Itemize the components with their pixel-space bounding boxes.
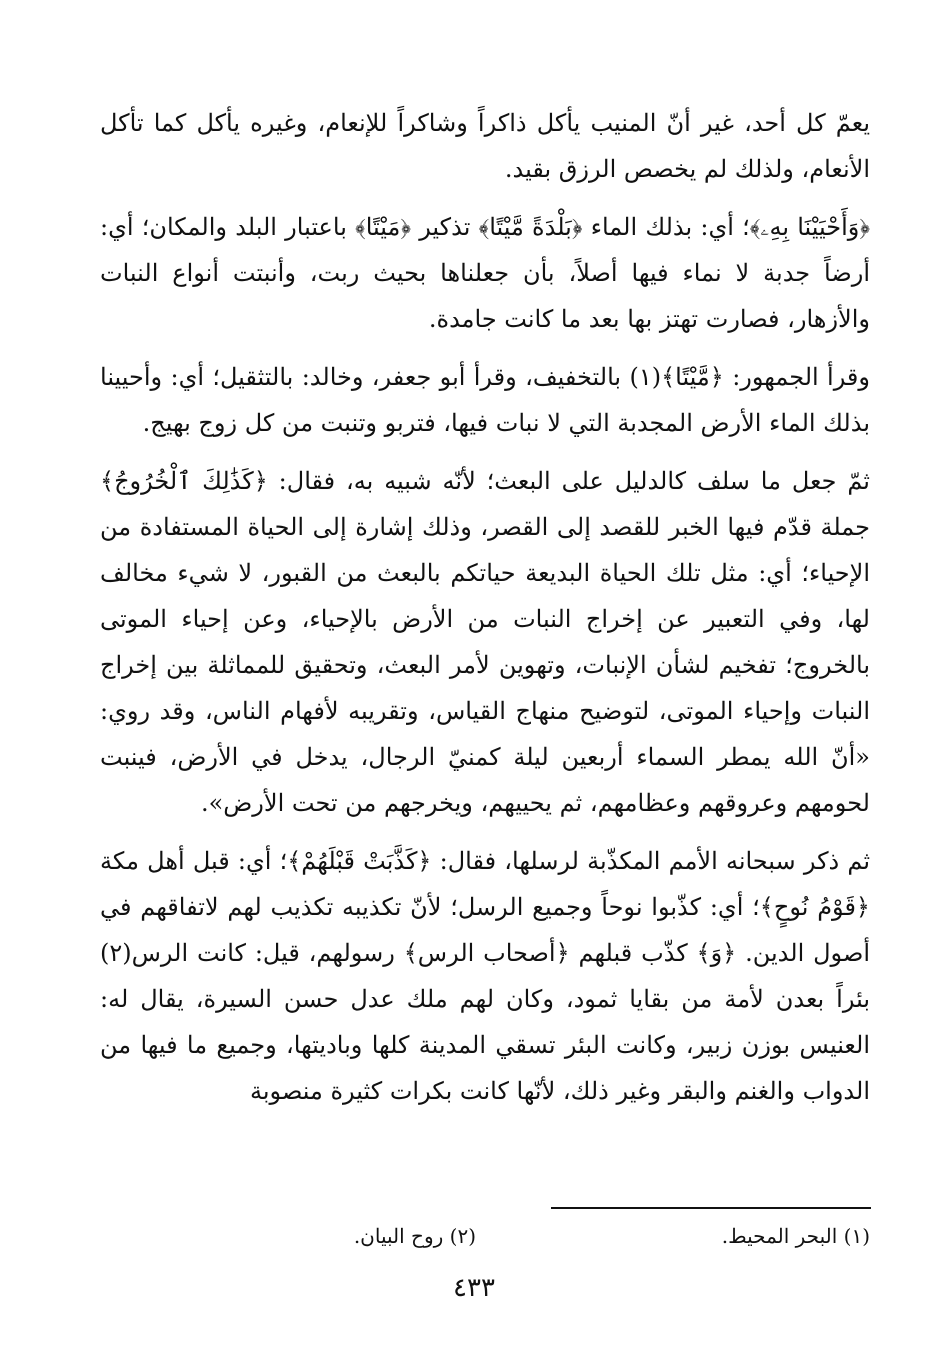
page-body — [100, 100, 870, 1126]
page-number: ٤٣٣ — [453, 1273, 495, 1303]
footnote-separator — [551, 1207, 871, 1209]
paragraph-4: ثمّ جعل ما سلف كالدليل على البعث؛ لأنّه شبيه به، فقال: ﴿كَذَٰلِكَ ٱلْخُرُوجُ﴾ جملة قدّم فيها الخبر للقصد إلى القصر، وذلك إشارة إلى الحياة المستفادة من الإحياء؛ أي: مثل تلك الحياة البديعة حياتكم بالبعث من القبور، لا شيء مخالف لها، وفي التعبير عن إخراج النبات من الأرض بالإحياء، وعن إحياء الموتى بالخروج؛ تفخيم لشأن الإنبات، وتهوين لأمر البعث، وتحقيق للمماثلة بين إخراج النبات وإحياء الموتى، لتوضيح منهاج القياس، وتقريبه لأفهام الناس، وقد روي: «أنّ الله يمطر السماء أربعين ليلة كمنيّ الرجال، يدخل في الأرض، فينبت لحومهم وعروقهم وعظامهم، ثم يحييهم، ويخرجهم من تحت الأرض». — [100, 467, 870, 817]
paragraph-2: ﴿وَأَحْيَيْنَا بِهِۦ﴾؛ أي: بذلك الماء ﴿بَلْدَةً مَّيْتًا﴾ تذكير ﴿مَيْتًا﴾ باعتبار البلد والمكان؛ أي: أرضاً جدبة لا نماء فيها أصلاً، بأن جعلناها بحيث ربت، وأنبتت أنواع النبات والأزهار، فصارت تهتز بها بعد ما كانت جامدة. — [100, 213, 870, 333]
paragraph-3: وقرأ الجمهور: ﴿مَّيْتًا﴾(١) بالتخفيف، وقرأ أبو جعفر، وخالد: بالتثقيل؛ أي: وأحيينا بذلك الماء الأرض المجدبة التي لا نبات فيها، فتربو وتنبت من كل زوج بهيج. — [100, 363, 870, 437]
paragraph-1: يعمّ كل أحد، غير أنّ المنيب يأكل ذاكراً وشاكراً للإنعام، وغيره يأكل كما تأكل الأنعام، ولذلك لم يخصص الرزق بقيد. — [100, 109, 870, 183]
paragraph-5: ثم ذكر سبحانه الأمم المكذّبة لرسلها، فقال: ﴿كَذَّبَتْ قَبْلَهُمْ﴾؛ أي: قبل أهل مكة ﴿قَوْمُ نُوحٍ﴾؛ أي: كذّبوا نوحاً وجميع الرسل؛ لأنّ تكذيبه تكذيب لهم لاتفاقهم في أصول الدين. ﴿وَ﴾ كذّب قبلهم ﴿أصحاب الرس﴾ رسولهم، قيل: كانت الرس(٢) بئراً بعدن لأمة من بقايا ثمود، وكان لهم ملك عدل حسن السيرة، يقال له: العنيس بوزن زبير، وكانت البئر تسقي المدينة كلها وباديتها، وجميع ما فيها من الدواب والغنم والبقر وغير ذلك، لأنّها كانت بكرات كثيرة منصوبة — [100, 847, 870, 1105]
footnote-2: (٢) روح البيان. — [353, 1224, 476, 1248]
footnote-1: (١) البحر المحيط. — [721, 1224, 870, 1248]
footnotes — [100, 1218, 870, 1258]
